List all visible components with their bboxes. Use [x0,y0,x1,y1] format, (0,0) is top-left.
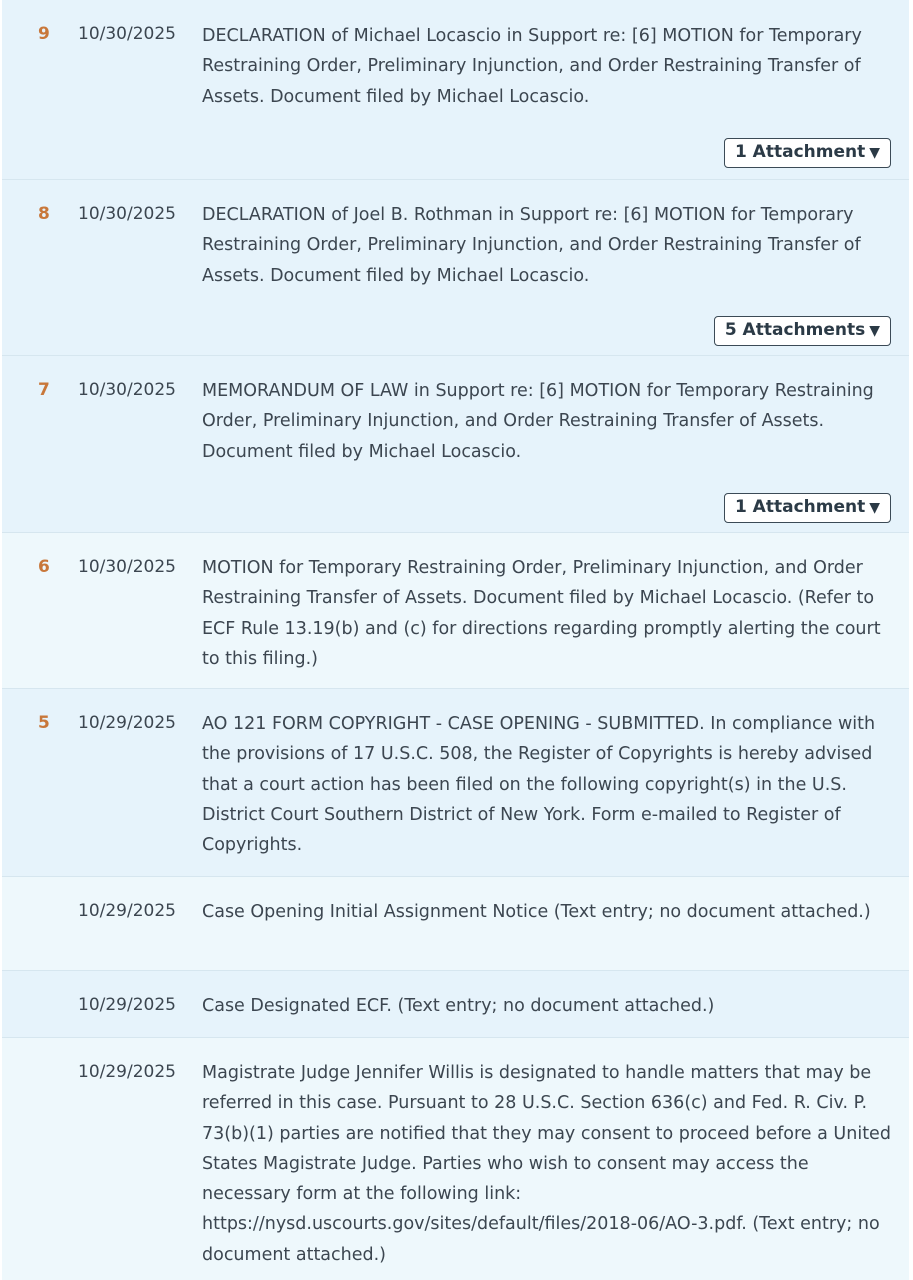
docket-entry-5 [2,689,909,877]
attachments-dropdown-button[interactable] [724,138,891,168]
entry-description: DECLARATION of Joel B. Rothman in Support re: [6] MOTION for Temporary Restraining Order, Preliminary Injunction, and Order Restraining Transfer of Assets. Document filed by Michael Locascio. [202,205,861,286]
attachments-dropdown-button[interactable] [714,316,891,346]
caret-down-icon: ▼ [869,323,880,339]
caret-down-icon: ▼ [869,500,880,516]
docket-entry-unnumbered [2,1038,909,1280]
entry-date: 10/29/2025 [78,1062,176,1082]
entry-date: 10/29/2025 [78,995,176,1015]
entry-date: 10/30/2025 [78,380,176,400]
docket-entry-7 [2,356,909,533]
docket-entry-6 [2,533,909,689]
entry-description: Case Designated ECF. (Text entry; no document attached.) [202,996,715,1016]
entry-description: DECLARATION of Michael Locascio in Support re: [6] MOTION for Temporary Restraining Order, Preliminary Injunction, and Order Restraining Transfer of Assets. Document filed by Michael Locascio. [202,26,862,107]
attachments-label: 5 Attachments [724,320,866,340]
attachments-label: 1 Attachment [734,142,866,162]
entry-number[interactable]: 7 [38,380,50,400]
attachments-dropdown-button[interactable] [724,493,891,523]
docket-entry-8 [2,180,909,356]
caret-down-icon: ▼ [869,145,880,161]
attachments-label: 1 Attachment [734,497,866,517]
docket-entry-unnumbered [2,971,909,1038]
entry-date: 10/30/2025 [78,24,176,44]
entry-description: MEMORANDUM OF LAW in Support re: [6] MOTION for Temporary Restraining Order, Preliminary Injunction, and Order Restraining Transfer of Assets. Document filed by Michael Locascio. [202,381,874,462]
entry-number[interactable]: 5 [38,713,50,733]
entry-date: 10/30/2025 [78,557,176,577]
entry-number[interactable]: 8 [38,204,50,224]
entry-description: AO 121 FORM COPYRIGHT - CASE OPENING - SUBMITTED. In compliance with the provisions of 17 U.S.C. 508, the Register of Copyrights is hereby advised that a court action has been filed on the following copyright(s) in the U.S. District Court Southern District of New York. Form e-mailed to Register of Copyrights. [202,714,876,856]
entry-description: Case Opening Initial Assignment Notice (Text entry; no document attached.) [202,902,871,922]
entry-number[interactable]: 9 [38,24,50,44]
entry-number[interactable]: 6 [38,557,50,577]
entry-description: MOTION for Temporary Restraining Order, Preliminary Injunction, and Order Restraining Transfer of Assets. Document filed by Michael Locascio. (Refer to ECF Rule 13.19(b) and (c) for directions regarding promptly alerting the court to this filing.) [202,558,881,669]
docket-entries-list [2,0,909,1280]
docket-entry-9 [2,0,909,180]
entry-date: 10/30/2025 [78,204,176,224]
entry-date: 10/29/2025 [78,901,176,921]
entry-date: 10/29/2025 [78,713,176,733]
entry-description: Magistrate Judge Jennifer Willis is designated to handle matters that may be referred in this case. Pursuant to 28 U.S.C. Section 636(c) and Fed. R. Civ. P. 73(b)(1) parties are notified that they may consent to proceed before a United States Magistrate Judge. Parties who wish to consent may access the necessary form at the following link: https://nysd.uscourts.gov/sites/default/files/2018-06/AO-3.pdf. (Text entry; no document attached.) [202,1063,891,1265]
docket-entry-unnumbered [2,877,909,971]
